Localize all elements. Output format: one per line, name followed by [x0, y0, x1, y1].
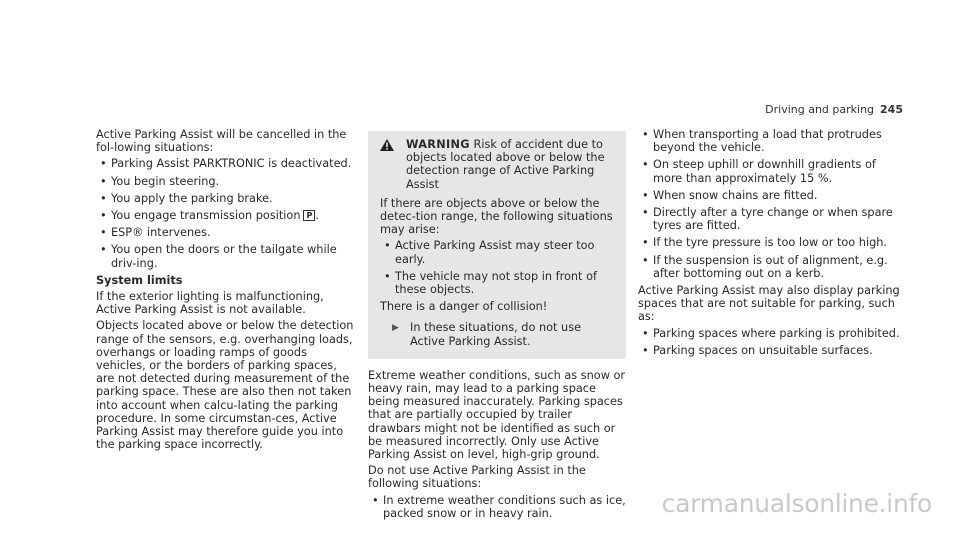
warning-danger: There is a danger of collision!: [380, 300, 548, 314]
warning-headline: Risk of accident due to objects located above or below the detection range of Active Parking Assist: [406, 138, 605, 191]
page-number: 245: [880, 103, 903, 116]
list-item: • You begin steering.: [96, 175, 354, 188]
paragraph: Extreme weather conditions, such as snow or heavy rain, may lead to a parking space being measured inaccurately. Parking spaces that are partially occupied by trailer drawbars might not be identified as such or be measured incorrectly. Only use Active Parking Assist on level, high-grip ground.: [368, 368, 626, 462]
list-item: • Directly after a tyre change or when spare tyres are fitted.: [638, 206, 900, 232]
column-2: [368, 131, 626, 524]
warning-triangle-icon: [380, 138, 406, 191]
warning-header: [380, 138, 614, 191]
action-arrow-icon: ▶: [392, 323, 399, 334]
warning-action-text: In these situations, do not use Active Parking Assist.: [410, 321, 582, 348]
list-item: • If the suspension is out of alignment, e.g. after bottoming out on a kerb.: [638, 254, 900, 280]
list-item: • Parking spaces where parking is prohibited.: [638, 327, 900, 340]
paragraph: Objects located above or below the detection range of the sensors, e.g. overhanging loads, overhangs or loading ramps of goods vehicles, or the borders of parking spaces, are not detected during measurement of the parking space. These are also then not taken into account when calcu-lating the parking procedure. In some circumstan-ces, Active Parking Assist may therefore guide you into the parking space incorrectly.: [96, 319, 354, 452]
list-item: • Parking spaces on unsuitable surfaces.: [638, 344, 900, 357]
list-item: • When snow chains are fitted.: [638, 189, 900, 202]
list-item: • When transporting a load that protrudes beyond the vehicle.: [638, 128, 900, 154]
page-header: [765, 103, 903, 116]
warning-action: [380, 321, 614, 347]
list-item-text: You engage transmission position: [111, 209, 301, 223]
list-item: • You apply the parking brake.: [96, 192, 354, 205]
cancel-situations-list: [96, 157, 354, 269]
subheading-system-limits: System limits: [96, 273, 183, 287]
situations-list: [638, 128, 900, 280]
column-1: [96, 128, 354, 454]
warning-title: WARNING: [406, 138, 470, 151]
do-not-use-list: [368, 494, 626, 520]
column-3: [638, 128, 900, 361]
warning-list: [380, 239, 614, 296]
list-item: • If the tyre pressure is too low or too high.: [638, 236, 900, 249]
unsuitable-spaces-list: [638, 327, 900, 357]
warning-body: If there are objects above or below the detec-tion range, the following situations may arise:: [380, 196, 613, 237]
list-item: • Active Parking Assist may steer too early.: [380, 239, 614, 265]
list-item: • In extreme weather conditions such as ice, packed snow or in heavy rain.: [368, 494, 626, 520]
list-item: • Parking Assist PARKTRONIC is deactivated.: [96, 157, 354, 170]
list-item: • ESP® intervenes.: [96, 226, 354, 239]
paragraph: If the exterior lighting is malfunctioning, Active Parking Assist is not available.: [96, 290, 324, 317]
paragraph: Active Parking Assist may also display parking spaces that are not suitable for parking, such as:: [638, 284, 900, 324]
transmission-p-icon: P: [303, 210, 315, 221]
section-title: Driving and parking: [765, 103, 875, 116]
warning-box: [368, 131, 626, 359]
intro-paragraph: Active Parking Assist will be cancelled in the fol-lowing situations:: [96, 128, 347, 155]
list-item: • You open the doors or the tailgate while driv-ing.: [96, 243, 354, 269]
paragraph: Do not use Active Parking Assist in the following situations:: [368, 464, 586, 491]
list-item: • You engage transmission position P .: [96, 209, 354, 222]
list-item: • On steep uphill or downhill gradients of more than approximately 15 %.: [638, 158, 900, 184]
warning-heading: [406, 138, 614, 191]
watermark: carmanualsonline.info: [661, 489, 932, 518]
list-item: • The vehicle may not stop in front of these objects.: [380, 270, 614, 296]
